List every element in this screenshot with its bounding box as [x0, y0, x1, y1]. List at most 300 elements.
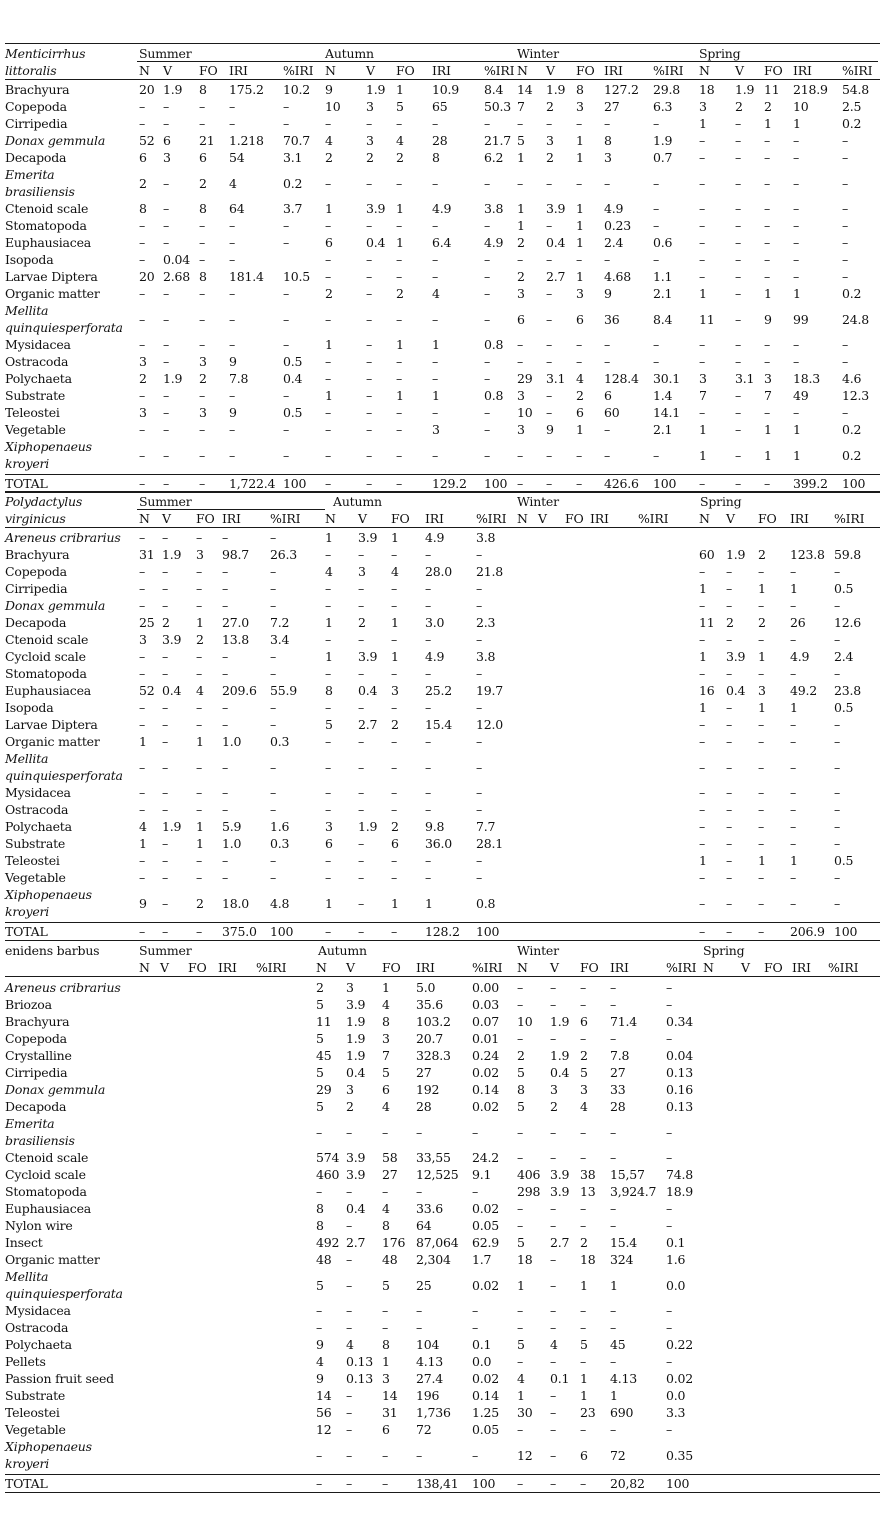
total-cell: 206.9: [790, 924, 825, 939]
table-cell: 3.0: [425, 615, 445, 630]
table-cell: –: [484, 116, 491, 131]
table-cell: 1: [576, 235, 584, 250]
table-cell: 328.3: [416, 1048, 451, 1063]
table-cell: –: [163, 354, 170, 369]
column-header: V: [546, 63, 555, 78]
table-cell: 1: [610, 1277, 618, 1293]
table-cell: 27: [382, 1167, 398, 1182]
column-header: N: [703, 960, 714, 975]
table-cell: –: [139, 785, 146, 800]
table-cell: –: [391, 598, 398, 613]
table-cell: –: [699, 734, 706, 749]
table-cell: –: [358, 895, 365, 911]
table-cell: –: [325, 405, 332, 420]
table-cell: –: [764, 175, 771, 191]
table-cell: –: [842, 218, 849, 233]
table-cell: –: [325, 581, 332, 596]
table-cell: 5.9: [222, 819, 242, 834]
table-cell: –: [416, 1124, 423, 1140]
table-cell: 99: [793, 311, 809, 327]
table-cell: 1.9: [163, 371, 183, 386]
total-cell: –: [163, 476, 170, 491]
table-cell: –: [517, 252, 524, 267]
table-cell: –: [517, 116, 524, 131]
table-cell: –: [546, 447, 553, 463]
table-cell: –: [139, 666, 146, 681]
table-cell: 8: [432, 150, 440, 165]
table-cell: 62.9: [472, 1235, 500, 1250]
table-cell: 18: [699, 82, 715, 97]
table-cell: 0.02: [472, 1371, 500, 1386]
row-label: Teleostei: [5, 1405, 60, 1420]
table-cell: 21.8: [476, 564, 504, 579]
total-cell: –: [325, 924, 332, 939]
table-cell: 6: [325, 836, 333, 851]
table-cell: 27.0: [222, 615, 250, 630]
table-cell: 2: [139, 175, 147, 191]
table-cell: 1.9: [653, 133, 673, 148]
table-cell: –: [163, 388, 170, 403]
table-cell: 48: [316, 1252, 332, 1267]
table-cell: –: [325, 269, 332, 284]
table-cell: –: [653, 252, 660, 267]
table-cell: –: [382, 1184, 389, 1199]
table-cell: 4: [432, 286, 440, 301]
table-cell: –: [834, 895, 841, 911]
table-cell: –: [790, 870, 797, 885]
table-cell: –: [610, 1354, 617, 1369]
table-cell: 0.23: [604, 218, 632, 233]
table-cell: –: [316, 1124, 323, 1140]
table-cell: –: [162, 598, 169, 613]
table-cell: 1.9: [346, 1048, 366, 1063]
table-cell: 4.13: [610, 1371, 638, 1386]
column-header: %IRI: [653, 63, 684, 78]
table-cell: –: [576, 175, 583, 191]
table-cell: 0.5: [283, 354, 303, 369]
table-cell: 7: [699, 388, 707, 403]
table-cell: 2: [391, 819, 399, 834]
table-cell: 26: [790, 615, 806, 630]
table-cell: 6: [391, 836, 399, 851]
table-cell: –: [270, 598, 277, 613]
row-label: Polychaeta: [5, 819, 72, 834]
table-cell: –: [699, 666, 706, 681]
table-cell: –: [196, 802, 203, 817]
table-cell: –: [222, 700, 229, 715]
table-cell: –: [325, 700, 332, 715]
table-cell: 2.5: [842, 99, 862, 114]
table-cell: 5: [325, 717, 333, 732]
table-cell: –: [283, 235, 290, 250]
table-cell: –: [139, 447, 146, 463]
total-cell: 100: [484, 476, 508, 491]
table-cell: –: [546, 286, 553, 301]
table-cell: –: [416, 1184, 423, 1199]
table-cell: –: [432, 218, 439, 233]
total-cell: –: [366, 476, 373, 491]
table-cell: 123.8: [790, 547, 825, 562]
table-cell: –: [283, 447, 290, 463]
table-cell: 0.04: [666, 1048, 694, 1063]
table-cell: 8: [325, 683, 333, 698]
table-cell: 9: [325, 82, 333, 97]
total-cell: –: [735, 476, 742, 491]
column-header: %IRI: [484, 63, 515, 78]
table-cell: 50.3: [484, 99, 512, 114]
table-cell: 0.8: [484, 337, 504, 352]
table-cell: 0.4: [283, 371, 303, 386]
table-cell: –: [391, 853, 398, 868]
row-label: Stomatopoda: [5, 218, 87, 233]
table-cell: 1: [391, 530, 399, 545]
table-cell: –: [199, 235, 206, 250]
table-cell: –: [139, 759, 146, 775]
column-header: FO: [580, 960, 599, 975]
table-cell: –: [325, 598, 332, 613]
table-cell: –: [666, 1201, 673, 1216]
table-cell: –: [580, 1320, 587, 1335]
table-cell: 1: [196, 734, 204, 749]
table-cell: –: [517, 1150, 524, 1165]
table-cell: 1: [325, 530, 333, 545]
column-header: V: [741, 960, 750, 975]
table-cell: 4: [382, 997, 390, 1012]
table-cell: –: [425, 870, 432, 885]
table-cell: 2: [758, 615, 766, 630]
table-cell: –: [346, 1184, 353, 1199]
table-cell: –: [139, 700, 146, 715]
table-cell: –: [484, 447, 491, 463]
table-cell: 14: [316, 1388, 332, 1403]
table-cell: 1: [396, 388, 404, 403]
row-label: Ostracoda: [5, 1320, 69, 1335]
table-cell: –: [325, 218, 332, 233]
table-cell: 1.9: [366, 82, 386, 97]
table-cell: 4: [576, 371, 584, 386]
table-cell: –: [699, 201, 706, 216]
table-cell: –: [325, 802, 332, 817]
row-label: Organic matter: [5, 286, 100, 301]
table-cell: –: [472, 1124, 479, 1140]
table-cell: –: [726, 819, 733, 834]
table-cell: 28: [416, 1099, 432, 1114]
table-cell: 18.3: [793, 371, 821, 386]
table-cell: –: [366, 252, 373, 267]
total-cell: –: [550, 1476, 557, 1491]
table-cell: 5: [580, 1065, 588, 1080]
season-header: Summer: [139, 943, 192, 958]
column-header: N: [699, 63, 710, 78]
table-cell: –: [842, 235, 849, 250]
table-cell: 1: [196, 819, 204, 834]
column-header: N: [139, 960, 150, 975]
table-cell: –: [834, 870, 841, 885]
column-header: IRI: [416, 960, 435, 975]
header-bottom-rule: [5, 527, 880, 528]
table-cell: 1.6: [270, 819, 290, 834]
table-cell: 11: [699, 615, 715, 630]
table-cell: 55.9: [270, 683, 298, 698]
table-cell: 13.8: [222, 632, 250, 647]
table-cell: 4: [325, 133, 333, 148]
table-cell: 2: [517, 1048, 525, 1063]
table-cell: –: [699, 269, 706, 284]
row-label: Mysidacea: [5, 785, 71, 800]
table-cell: 1: [699, 116, 707, 131]
table-cell: 1.9: [346, 1031, 366, 1046]
table-cell: –: [476, 598, 483, 613]
table-cell: 3.8: [476, 649, 496, 664]
table-cell: –: [699, 218, 706, 233]
table-cell: –: [162, 666, 169, 681]
table-cell: –: [610, 1303, 617, 1318]
table-cell: –: [222, 802, 229, 817]
table-cell: 11: [316, 1014, 332, 1029]
season-header: Winter: [517, 494, 559, 509]
total-cell: –: [576, 476, 583, 491]
table-cell: –: [162, 530, 169, 545]
table-cell: –: [699, 150, 706, 165]
table-cell: –: [758, 759, 765, 775]
table-cell: –: [391, 581, 398, 596]
table-cell: –: [162, 836, 169, 851]
table-cell: 0.22: [666, 1337, 694, 1352]
table-cell: –: [163, 235, 170, 250]
table-cell: –: [604, 354, 611, 369]
table-cell: –: [580, 1150, 587, 1165]
table-cell: 33,55: [416, 1150, 451, 1165]
table-cell: –: [576, 116, 583, 131]
table-cell: –: [580, 1031, 587, 1046]
table-cell: –: [834, 598, 841, 613]
table-cell: –: [576, 337, 583, 352]
table-cell: –: [366, 422, 373, 437]
table-cell: –: [550, 1320, 557, 1335]
table-cell: –: [793, 405, 800, 420]
table-cell: –: [604, 422, 611, 437]
table-cell: –: [758, 870, 765, 885]
table-cell: –: [222, 581, 229, 596]
table-cell: –: [726, 853, 733, 868]
table-cell: 20: [139, 82, 155, 97]
table-cell: –: [325, 632, 332, 647]
table-cell: –: [726, 717, 733, 732]
table-cell: 3: [199, 405, 207, 420]
table-cell: –: [699, 632, 706, 647]
table-cell: 64: [416, 1218, 432, 1233]
row-label: Substrate: [5, 388, 66, 403]
table-cell: 2: [576, 388, 584, 403]
table-cell: 18.0: [222, 895, 250, 911]
table-cell: 1: [576, 269, 584, 284]
table-cell: 3: [163, 150, 171, 165]
table-cell: 16: [699, 683, 715, 698]
season-header: Summer: [139, 494, 192, 509]
table-cell: –: [162, 870, 169, 885]
table-cell: –: [222, 530, 229, 545]
table-cell: –: [391, 734, 398, 749]
table-cell: –: [196, 598, 203, 613]
table-cell: –: [432, 252, 439, 267]
table-cell: –: [726, 666, 733, 681]
table-cell: 3.9: [162, 632, 182, 647]
table-cell: 29.8: [653, 82, 681, 97]
table-cell: –: [366, 388, 373, 403]
table-cell: 2: [764, 99, 772, 114]
row-label: Brachyura: [5, 547, 70, 562]
table-cell: 27: [610, 1065, 626, 1080]
table-cell: –: [699, 802, 706, 817]
table-cell: 5: [580, 1337, 588, 1352]
table-cell: –: [162, 564, 169, 579]
table-cell: –: [139, 802, 146, 817]
table-cell: –: [546, 405, 553, 420]
table-cell: 8: [316, 1201, 324, 1216]
table-cell: –: [283, 311, 290, 327]
row-label: Donax gemmula: [5, 1082, 106, 1097]
table-cell: –: [346, 1218, 353, 1233]
table-cell: 0.2: [842, 422, 862, 437]
table-cell: –: [162, 759, 169, 775]
table-cell: 4.68: [604, 269, 632, 284]
table-cell: –: [416, 1447, 423, 1463]
table-cell: –: [699, 252, 706, 267]
table-cell: –: [476, 734, 483, 749]
table-cell: 3: [517, 388, 525, 403]
table-cell: 3: [550, 1082, 558, 1097]
table-cell: 4: [580, 1099, 588, 1114]
total-cell: 128.2: [425, 924, 460, 939]
table-cell: 1: [576, 422, 584, 437]
table-cell: 9: [229, 354, 237, 369]
table-cell: –: [199, 388, 206, 403]
table-cell: 9: [546, 422, 554, 437]
total-cell: –: [726, 924, 733, 939]
table-cell: –: [396, 447, 403, 463]
table-cell: –: [790, 802, 797, 817]
table-cell: 1: [391, 649, 399, 664]
table-cell: 0.02: [472, 1277, 500, 1293]
table-cell: 0.02: [472, 1065, 500, 1080]
table-cell: 5.0: [416, 980, 436, 995]
row-label: Ostracoda: [5, 802, 69, 817]
table-cell: –: [325, 371, 332, 386]
table-cell: –: [790, 734, 797, 749]
row-label: Vegetable: [5, 870, 66, 885]
table-cell: 10: [325, 99, 341, 114]
season-header: Autumn: [325, 46, 374, 61]
table-cell: –: [758, 564, 765, 579]
table-cell: 4: [196, 683, 204, 698]
table-cell: –: [358, 870, 365, 885]
table-cell: 15,57: [610, 1167, 645, 1182]
table-cell: 6: [382, 1422, 390, 1437]
row-label: Teleostei: [5, 405, 60, 420]
table-cell: –: [546, 311, 553, 327]
table-cell: –: [432, 175, 439, 191]
table-cell: –: [546, 337, 553, 352]
table-cell: 1: [699, 649, 707, 664]
table-cell: –: [726, 759, 733, 775]
table-cell: –: [382, 1124, 389, 1140]
table-cell: 2.68: [163, 269, 191, 284]
table-cell: 4.6: [842, 371, 862, 386]
table-cell: –: [580, 997, 587, 1012]
table-cell: 5: [316, 1065, 324, 1080]
table-cell: –: [162, 717, 169, 732]
table-cell: 1.7: [472, 1252, 492, 1267]
table-cell: –: [391, 759, 398, 775]
table-cell: 4.9: [432, 201, 452, 216]
table-cell: 1: [699, 700, 707, 715]
table-cell: 2: [546, 99, 554, 114]
table-cell: –: [610, 1422, 617, 1437]
table-cell: 24.8: [842, 311, 870, 327]
table-cell: 1: [758, 853, 766, 868]
table-cell: 28.1: [476, 836, 504, 851]
table-cell: –: [517, 354, 524, 369]
table-cell: –: [550, 1405, 557, 1420]
table-cell: –: [546, 388, 553, 403]
table-cell: 1: [764, 447, 772, 463]
table-cell: –: [726, 836, 733, 851]
table-cell: 15.4: [610, 1235, 638, 1250]
table-cell: 1: [576, 218, 584, 233]
table-cell: 1: [391, 895, 399, 911]
table-cell: 3: [699, 371, 707, 386]
table-cell: –: [472, 1303, 479, 1318]
table-cell: –: [793, 133, 800, 148]
table-cell: –: [699, 564, 706, 579]
table-cell: –: [764, 150, 771, 165]
table-cell: –: [270, 649, 277, 664]
table-cell: –: [735, 388, 742, 403]
table-cell: –: [758, 836, 765, 851]
table-cell: –: [139, 649, 146, 664]
table-cell: 36.0: [425, 836, 453, 851]
table-cell: –: [834, 717, 841, 732]
table-cell: –: [346, 1405, 353, 1420]
row-label: Substrate: [5, 1388, 66, 1403]
table-cell: –: [325, 175, 332, 191]
table-cell: 49: [793, 388, 809, 403]
table-cell: 29: [517, 371, 533, 386]
table-cell: –: [834, 666, 841, 681]
row-label: Areneus cribrarius: [5, 530, 121, 545]
table-cell: 0.02: [472, 1201, 500, 1216]
column-header: %IRI: [638, 511, 669, 526]
table-cell: 4: [550, 1337, 558, 1352]
table-cell: –: [222, 759, 229, 775]
table-cell: –: [580, 1218, 587, 1233]
table-cell: –: [550, 1252, 557, 1267]
table-cell: –: [735, 354, 742, 369]
table-cell: –: [726, 734, 733, 749]
table-cell: –: [666, 1354, 673, 1369]
table-cell: –: [517, 1320, 524, 1335]
table-cell: –: [699, 819, 706, 834]
table-cell: –: [550, 1277, 557, 1293]
table-cell: 1: [432, 388, 440, 403]
table-cell: 6.4: [432, 235, 452, 250]
table-cell: –: [163, 218, 170, 233]
table-cell: –: [517, 980, 524, 995]
table-cell: –: [366, 337, 373, 352]
table-cell: 4: [325, 564, 333, 579]
table-cell: 0.03: [472, 997, 500, 1012]
table-cell: –: [790, 819, 797, 834]
